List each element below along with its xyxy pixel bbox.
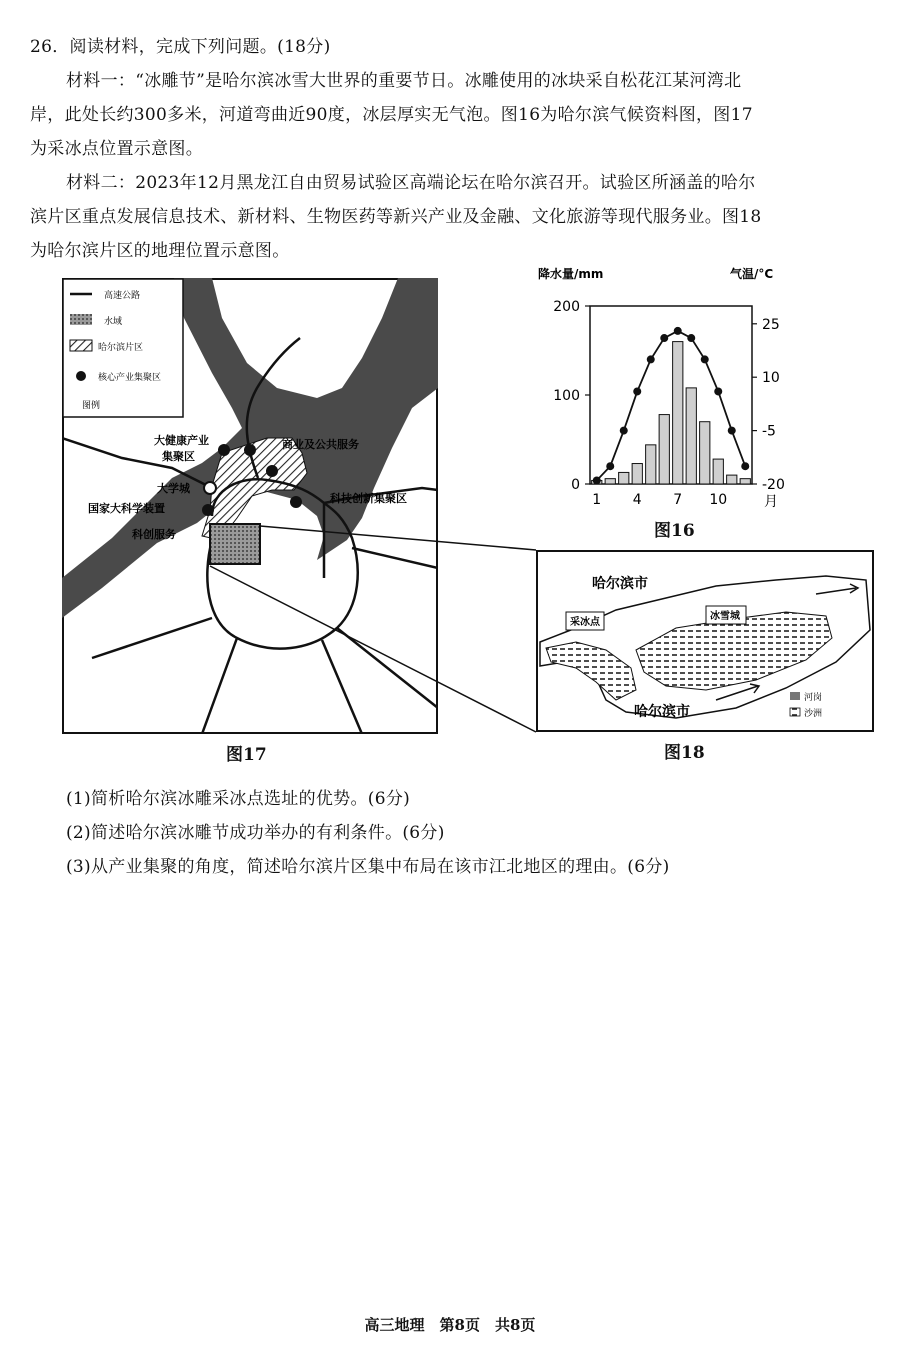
legend-highway: 高速公路 bbox=[104, 291, 141, 301]
figure17-caption: 图17 bbox=[226, 745, 267, 765]
precip-bar bbox=[619, 472, 629, 484]
temperature-point bbox=[606, 462, 614, 470]
precip-bar bbox=[713, 459, 723, 484]
legend-gang: 河岗 bbox=[804, 693, 823, 703]
precip-bar bbox=[605, 479, 615, 484]
temperature-point bbox=[593, 476, 601, 484]
temperature-point bbox=[701, 355, 709, 363]
legend-zone: 哈尔滨片区 bbox=[98, 343, 144, 353]
y-tick-label: 0 bbox=[571, 477, 580, 493]
temperature-point bbox=[728, 427, 736, 435]
ice-point-label: 采冰点 bbox=[570, 617, 600, 628]
temperature-point bbox=[620, 427, 628, 435]
precip-bar bbox=[646, 445, 656, 484]
x-tick-label: 10 bbox=[709, 492, 728, 508]
y2-tick-label: -5 bbox=[762, 423, 776, 440]
label-tech-innovation: 科技创新集聚区 bbox=[330, 492, 407, 505]
precip-bar bbox=[700, 422, 710, 484]
y2-tick-label: 10 bbox=[762, 370, 780, 387]
y-tick-label: 200 bbox=[553, 299, 580, 315]
page-footer: 高三地理 第8页 共8页 bbox=[364, 1316, 536, 1334]
precip-bar bbox=[632, 464, 642, 484]
ice-world-label: 冰雪城 bbox=[710, 611, 740, 622]
temperature-point bbox=[687, 334, 695, 342]
sub-question-3: (3)从产业集聚的角度，简述哈尔滨片区集中布局在该市江北地区的理由。(6分) bbox=[66, 857, 670, 877]
x-tick-label: 7 bbox=[673, 492, 683, 508]
sub-question-2: (2)简述哈尔滨冰雕节成功举办的有利条件。(6分) bbox=[66, 823, 445, 843]
temperature-point bbox=[741, 462, 749, 470]
temperature-point bbox=[714, 387, 722, 395]
city-top: 哈尔滨市 bbox=[592, 576, 648, 592]
precip-bar bbox=[686, 388, 696, 484]
x-axis-label: 月 bbox=[764, 494, 778, 510]
material2-line3: 为哈尔滨片区的地理位置示意图。 bbox=[30, 241, 290, 261]
legend-core: 核心产业集聚区 bbox=[98, 373, 162, 383]
y2-tick-label: 25 bbox=[762, 316, 780, 333]
y2-axis-label: 气温/°C bbox=[730, 267, 774, 281]
legend-water: 水域 bbox=[104, 317, 123, 327]
label-health-2: 集聚区 bbox=[162, 450, 195, 463]
material1-line1: 材料一：“冰雕节”是哈尔滨冰雪大世界的重要节日。冰雕使用的冰块采自松花江某河湾北 bbox=[66, 71, 742, 91]
precip-bar bbox=[659, 415, 669, 484]
sub-question-1: (1)简析哈尔滨冰雕采冰点选址的优势。(6分) bbox=[66, 789, 411, 809]
x-tick-label: 1 bbox=[592, 492, 602, 508]
y2-tick-label: -20 bbox=[762, 477, 785, 493]
label-commerce: 商业及公共服务 bbox=[282, 438, 359, 451]
precip-bar bbox=[740, 479, 750, 484]
material2-line1: 材料二：2023年12月黑龙江自由贸易试验区高端论坛在哈尔滨召开。试验区所涵盖的哈尔 bbox=[66, 173, 756, 193]
figure16-caption: 图16 bbox=[654, 521, 695, 541]
legend-sandbar: 沙洲 bbox=[804, 709, 823, 719]
city-bottom: 哈尔滨市 bbox=[634, 704, 690, 720]
material1-line2: 岸，此处长约300多米，河道弯曲近90度，冰层厚实无气泡。图16为哈尔滨气候资料图，图17 bbox=[30, 105, 753, 125]
figure18-zoom bbox=[536, 550, 874, 732]
temperature-point bbox=[647, 355, 655, 363]
material1-line3: 为采冰点位置示意图。 bbox=[30, 139, 203, 159]
y-axis-label: 降水量/mm bbox=[538, 267, 604, 281]
legend-title: 图例 bbox=[82, 401, 101, 411]
label-innovation-service: 科创服务 bbox=[132, 528, 176, 541]
label-science: 国家大科学装置 bbox=[88, 502, 165, 515]
figure16-chart bbox=[534, 262, 794, 512]
precip-bar bbox=[727, 475, 737, 484]
y-tick-label: 100 bbox=[553, 388, 580, 404]
temperature-point bbox=[674, 327, 682, 335]
precip-bar bbox=[673, 342, 683, 484]
label-university: 大学城 bbox=[157, 482, 190, 495]
material2-line2: 滨片区重点发展信息技术、新材料、生物医药等新兴产业及金融、文化旅游等现代服务业。图18 bbox=[30, 207, 762, 227]
label-health-1: 大健康产业 bbox=[154, 434, 209, 447]
figure18-caption: 图18 bbox=[664, 743, 705, 763]
x-tick-label: 4 bbox=[632, 492, 642, 508]
temperature-point bbox=[633, 387, 641, 395]
question-header: 26．阅读材料，完成下列问题。(18分) bbox=[30, 37, 331, 57]
temperature-point bbox=[660, 334, 668, 342]
